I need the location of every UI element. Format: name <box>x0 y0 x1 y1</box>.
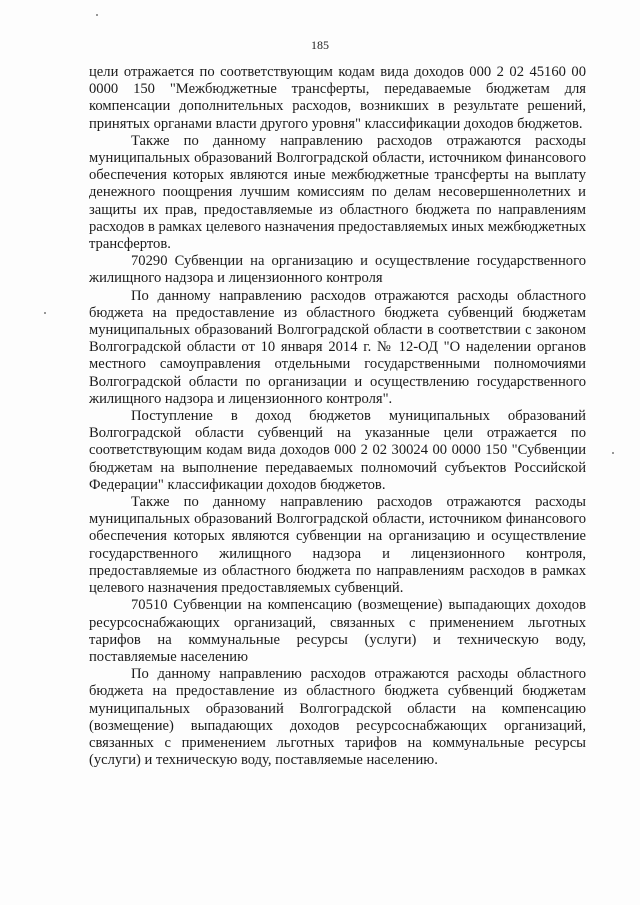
paragraph-4: По данному направлению расходов отражаются расходы областного бюджета на предоставление из областного бюджета субвенций бюджетам муниципальных образований Волгоградской области в соответствии с законом Волгоградской области от 10 января 2014 г. № 12-ОД "О наделении органов местного самоуправления отдельными государственными полномочиями Волгоградской области по организации и осуществлению государственного жилищного надзора и лицензионного контроля". <box>89 287 586 407</box>
paragraph-8: По данному направлению расходов отражаются расходы областного бюджета на предоставление из областного бюджета субвенций бюджетам муниципальных образований Волгоградской области на компенсацию (возмещение) выпадающих доходов ресурсоснабжающих организаций, связанных с применением льготных тарифов на коммунальные ресурсы (услуги) и техническую воду, поставляемые населению. <box>89 666 586 769</box>
document-body <box>89 64 586 769</box>
paragraph-1: цели отражается по соответствующим кодам вида доходов 000 2 02 45160 00 0000 150 "Межбюджетные трансферты, передаваемые бюджетам для компенсации дополнительных расходов, возникших в результате решений, принятых органами власти другого уровня" классификации доходов бюджетов. <box>89 64 586 132</box>
paragraph-5: Поступление в доход бюджетов муниципальных образований Волгоградской области субвенций на указанные цели отражается по соответствующим кодам вида доходов 000 2 02 30024 00 0000 150 "Субвенции бюджетам на выполнение передаваемых полномочий субъектов Российской Федерации" классификации доходов бюджетов. <box>89 408 586 493</box>
scan-speck <box>44 312 46 314</box>
scan-speck <box>96 14 98 16</box>
paragraph-6: Также по данному направлению расходов отражаются расходы муниципальных образований Волгоградской области, источником финансового обеспечения которых являются субвенции на организацию и осуществление государственного жилищного надзора и лицензионного контроля, предоставляемые из областного бюджета по направлениям расходов в рамках целевого назначения предоставляемых субвенций. <box>89 494 586 597</box>
paragraph-2: Также по данному направлению расходов отражаются расходы муниципальных образований Волгоградской области, источником финансового обеспечения которых являются иные межбюджетные трансферты на выплату денежного поощрения лучшим комиссиям по делам несовершеннолетних и защиты их прав, предоставляемые из областного бюджета по направлениям расходов в рамках целевого назначения предоставляемых иных межбюджетных трансфертов. <box>89 132 586 253</box>
section-heading-70290: 70290 Субвенции на организацию и осуществление государственного жилищного надзора и лицензионного контроля <box>89 253 586 287</box>
page-number: 185 <box>311 38 329 52</box>
scan-speck <box>612 452 614 454</box>
section-heading-70510: 70510 Субвенции на компенсацию (возмещение) выпадающих доходов ресурсоснабжающих организаций, связанных с применением льготных тарифов на коммунальные ресурсы (услуги) и техническую воду, поставляемые населению <box>89 597 586 665</box>
